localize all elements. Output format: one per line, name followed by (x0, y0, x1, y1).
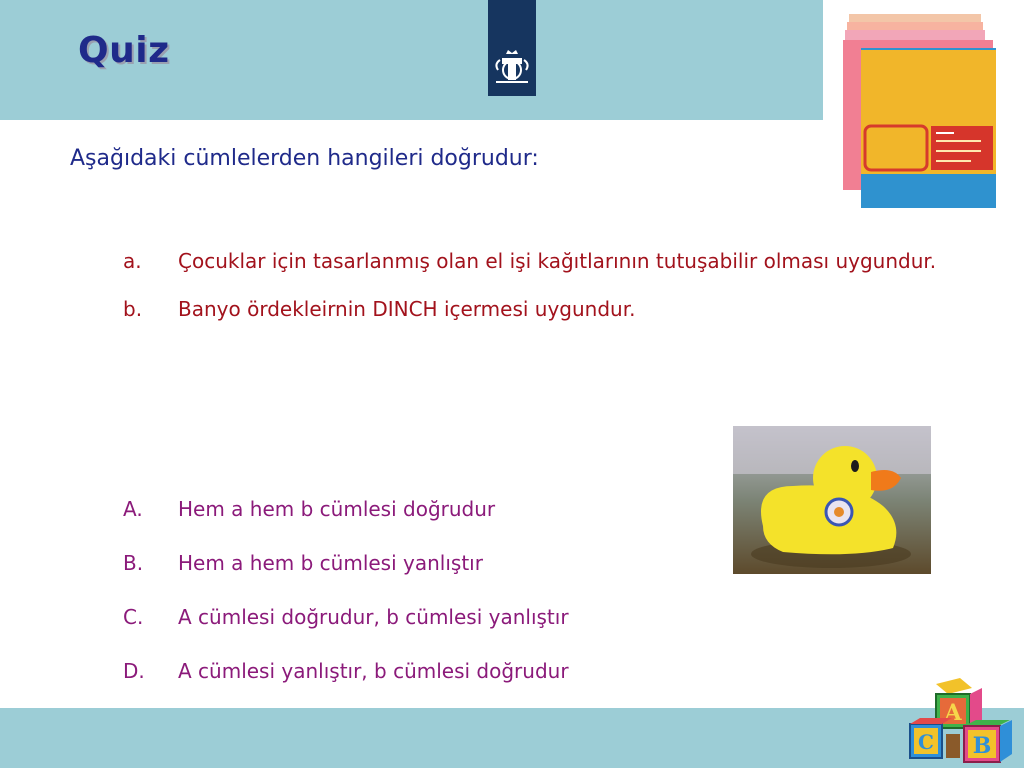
statement-letter: a. (123, 249, 142, 273)
answer-list (123, 494, 953, 710)
answer-option-a[interactable] (123, 494, 953, 548)
answer-text: Hem a hem b cümlesi doğrudur (178, 497, 496, 521)
answer-text: Hem a hem b cümlesi yanlıştır (178, 551, 483, 575)
answer-text: A cümlesi yanlıştır, b cümlesi doğrudur (178, 659, 569, 683)
answer-letter: B. (123, 551, 144, 575)
answer-option-b[interactable] (123, 548, 953, 602)
question-text: Aşağıdaki cümlelerden hangileri doğrudur: (70, 146, 539, 171)
answer-text: A cümlesi doğrudur, b cümlesi yanlıştır (178, 605, 569, 629)
statement-text: Çocuklar için tasarlanmış olan el işi kağıtlarının tutuşabilir olması uygundur. (178, 249, 937, 273)
statement-a (123, 246, 953, 276)
abc-blocks-image (906, 676, 1024, 772)
svg-text:A: A (944, 700, 962, 726)
lion-crest-icon (488, 0, 536, 96)
statement-text: Banyo ördekleirnin DINCH içermesi uygundur. (178, 297, 636, 321)
slide-title: Quiz (78, 30, 170, 71)
statement-b (123, 294, 953, 324)
svg-text:C: C (918, 730, 934, 754)
svg-text:B: B (972, 733, 992, 759)
answer-letter: D. (123, 659, 145, 683)
answer-option-c[interactable] (123, 602, 953, 656)
craft-paper-image (843, 10, 1003, 214)
answer-letter: C. (123, 605, 144, 629)
answer-letter: A. (123, 497, 143, 521)
statement-list (123, 246, 953, 342)
statement-letter: b. (123, 297, 143, 321)
coat-of-arms-emblem (488, 0, 536, 96)
footer-band (0, 708, 1024, 768)
answer-option-d[interactable] (123, 656, 953, 710)
